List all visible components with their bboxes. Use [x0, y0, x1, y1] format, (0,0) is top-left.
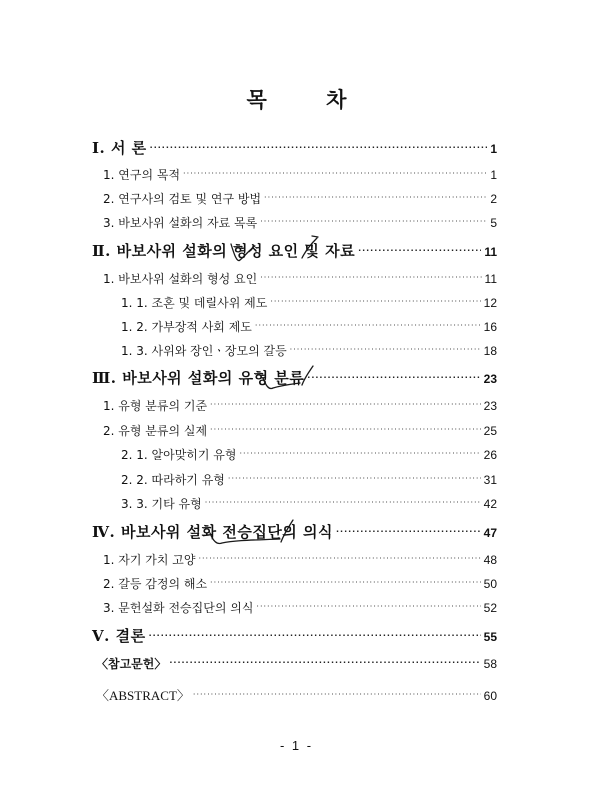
toc-entry-page: 2 [490, 192, 497, 206]
toc-entry-page: 25 [483, 424, 497, 438]
toc-entry-page: 11 [484, 245, 497, 259]
toc-entry-label: 1. 유형 분류의 기준 [103, 399, 208, 413]
toc-entry-page: 1 [490, 142, 497, 156]
toc-entry-label: 2. 1. 알아맞히기 유형 [121, 448, 237, 462]
toc-entry [103, 599, 497, 616]
leader-dots [260, 273, 481, 282]
leader-dots [169, 658, 480, 667]
toc-entry-chapter-3 [92, 367, 497, 388]
toc-entry-label: 1. 바보사위 설화의 형성 요인 [103, 272, 258, 286]
toc-entry-page: 55 [483, 630, 497, 644]
toc-entry [103, 270, 497, 287]
toc-entry-page: 5 [490, 216, 497, 230]
toc-entry [103, 422, 497, 439]
toc-entry [121, 294, 497, 311]
leader-dots [183, 169, 487, 178]
toc-entry-page: 50 [483, 577, 497, 591]
pen-stroke [312, 236, 318, 237]
toc-entry-page: 48 [483, 553, 497, 567]
toc-entry-label: 1. 연구의 목적 [103, 168, 181, 182]
leader-dots [255, 321, 481, 330]
toc-entry-page: 58 [483, 657, 497, 671]
toc-entry [103, 190, 497, 207]
toc-entry-page: 52 [483, 601, 497, 615]
page-title: 목 차 [246, 87, 373, 112]
toc-entry-page: 23 [483, 372, 497, 386]
toc-entry-page: 60 [483, 689, 497, 703]
toc-entry [103, 575, 497, 592]
toc-entry [103, 397, 497, 414]
toc-entry-label: Ⅰ. 서 론 [92, 139, 147, 157]
toc-entry-page: 18 [483, 344, 497, 358]
toc-entry-page: 31 [483, 473, 497, 487]
toc-entry-chapter-2 [92, 240, 497, 261]
toc-entry-abstract [96, 685, 497, 704]
toc-entry-label: 1. 3. 사위와 장인ㆍ장모의 갈등 [121, 344, 287, 358]
leader-dots [228, 474, 481, 483]
leader-dots [210, 578, 481, 587]
toc-entry-label: 2. 2. 따라하기 유형 [121, 473, 225, 487]
leader-dots [256, 602, 480, 611]
toc-entry-label: Ⅳ. 바보사위 설화 전승집단의 의식 [92, 523, 334, 541]
toc-entry [121, 342, 497, 359]
leader-dots [270, 297, 480, 306]
toc-entry-label: 〈참고문헌〉 [96, 657, 167, 671]
leader-dots [149, 631, 481, 640]
toc-entry-chapter-1 [92, 137, 497, 158]
toc-entry-page: 11 [484, 272, 497, 286]
leader-dots [210, 400, 481, 409]
toc-entry-label: 2. 갈등 감정의 해소 [103, 577, 208, 591]
toc-entry-label: 2. 유형 분류의 실제 [103, 424, 208, 438]
toc-entry-page: 42 [483, 497, 497, 511]
toc-entry [121, 471, 497, 488]
toc-entry-label: Ⅱ. 바보사위 설화의 형성 요인 및 자료 [92, 242, 356, 260]
toc-entry-page: 23 [483, 399, 497, 413]
toc-entry-label: 3. 바보사위 설화의 자료 목록 [103, 216, 258, 230]
toc-entry-label: 2. 연구사의 검토 및 연구 방법 [103, 192, 262, 206]
toc-entry-label: Ⅴ. 결론 [92, 627, 146, 645]
toc-entry [121, 318, 497, 335]
toc-entry-chapter-5 [92, 625, 497, 646]
toc-entry-page: 1 [490, 168, 497, 182]
toc-entry-label: 3. 3. 기타 유형 [121, 497, 202, 511]
leader-dots [240, 449, 481, 458]
toc-entry-references [96, 655, 497, 672]
leader-dots [205, 498, 481, 507]
leader-dots [336, 527, 481, 536]
page-number: - 1 - [279, 738, 314, 753]
leader-dots [260, 217, 487, 226]
toc-entry-page: 26 [483, 448, 497, 462]
toc-entry [121, 446, 497, 463]
toc-entry [103, 166, 497, 183]
toc-entry [103, 551, 497, 568]
toc-entry-label: 〈ABSTRACT〉 [96, 688, 190, 703]
leader-dots [358, 246, 481, 255]
toc-entry-chapter-4 [92, 521, 497, 542]
toc-entry-page: 12 [483, 296, 497, 310]
toc-entry-page: 16 [483, 320, 497, 334]
leader-dots [307, 373, 480, 382]
toc-entry [121, 495, 497, 512]
toc-entry [103, 214, 497, 231]
toc-entry-label: 1. 2. 가부장적 사회 제도 [121, 320, 252, 334]
toc-entry-label: Ⅲ. 바보사위 설화의 유형 분류 [92, 369, 305, 387]
toc-entry-label: 1. 자기 가치 고양 [103, 553, 196, 567]
leader-dots [290, 345, 481, 354]
toc-entry-label: 1. 1. 조혼 및 데릴사위 제도 [121, 296, 268, 310]
leader-dots [264, 193, 487, 202]
leader-dots [210, 425, 481, 434]
toc-entry-page: 47 [483, 526, 497, 540]
leader-dots [150, 143, 488, 152]
toc-entry-label: 3. 문헌설화 전승집단의 의식 [103, 601, 254, 615]
leader-dots [198, 554, 480, 563]
leader-dots [193, 690, 481, 699]
